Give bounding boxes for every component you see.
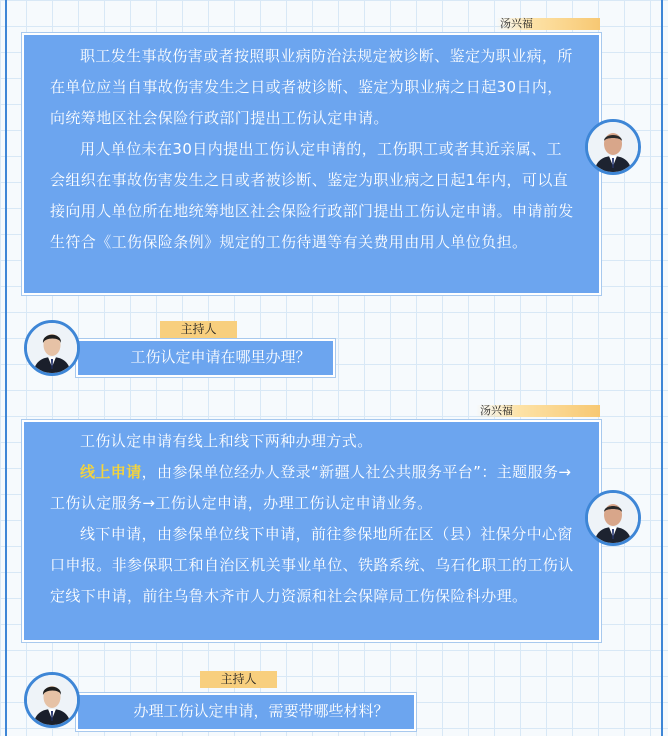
host-question-bubble	[76, 693, 416, 731]
host-label: 主持人	[180, 322, 217, 336]
expert-name-tag	[496, 18, 600, 30]
host-avatar	[24, 672, 80, 728]
expert-name: 汤兴福	[500, 17, 533, 30]
answer-paragraph: 线下申请，由参保单位线下申请，前往参保地所在区（县）社保分中心窗口申报。非参保职工和自治区机关事业单位、铁路系统、乌石化职工的工伤认定线下申请，前往乌鲁木齐市人力资源和社会保障局工伤保险科办理。	[50, 525, 574, 605]
host-portrait-icon	[27, 675, 77, 725]
answer-paragraph	[50, 457, 575, 519]
expert-name: 汤兴福	[480, 404, 513, 417]
online-application-highlight: 线上申请	[80, 463, 142, 481]
answer-paragraph: 工伤认定申请有线上和线下两种办理方式。	[80, 432, 373, 450]
host-avatar	[24, 320, 80, 376]
host-tag	[200, 671, 277, 688]
expert-name-tag	[476, 405, 600, 417]
host-label: 主持人	[220, 672, 257, 686]
host-question-text: 办理工伤认定申请，需要带哪些材料？	[133, 702, 389, 720]
answer-paragraph: 用人单位未在30日内提出工伤认定申请的，工伤职工或者其近亲属、工会组织在事故伤害发生之日或者被诊断、鉴定为职业病之日起1年内，可以直接向用人单位所在地统筹地区社会保险行政部门提出工伤认定申请。申请前发生符合《工伤保险条例》规定的工伤待遇等有关费用由用人单位负担。	[50, 140, 574, 251]
expert-answer-bubble	[22, 33, 601, 295]
answer-paragraph: 职工发生事故伤害或者按照职业病防治法规定被诊断、鉴定为职业病，所在单位应当自事故伤害发生之日或者被诊断、鉴定为职业病之日起30日内，向统筹地区社会保险行政部门提出工伤认定申请。	[50, 47, 573, 127]
online-application-text: ，由参保单位经办人登录“新疆人社公共服务平台”：主题服务→工伤认定服务→工伤认定申请，办理工伤认定申请业务。	[50, 463, 572, 512]
expert-portrait-icon	[588, 122, 638, 172]
right-frame-line	[661, 0, 663, 736]
host-question-bubble	[76, 339, 335, 377]
left-frame-line	[5, 0, 7, 736]
host-portrait-icon	[27, 323, 77, 373]
expert-avatar	[585, 490, 641, 546]
host-tag	[160, 321, 237, 338]
expert-answer-bubble	[22, 420, 601, 642]
expert-portrait-icon	[588, 493, 638, 543]
host-question-text: 工伤认定申请在哪里办理？	[130, 348, 311, 366]
expert-avatar	[585, 119, 641, 175]
